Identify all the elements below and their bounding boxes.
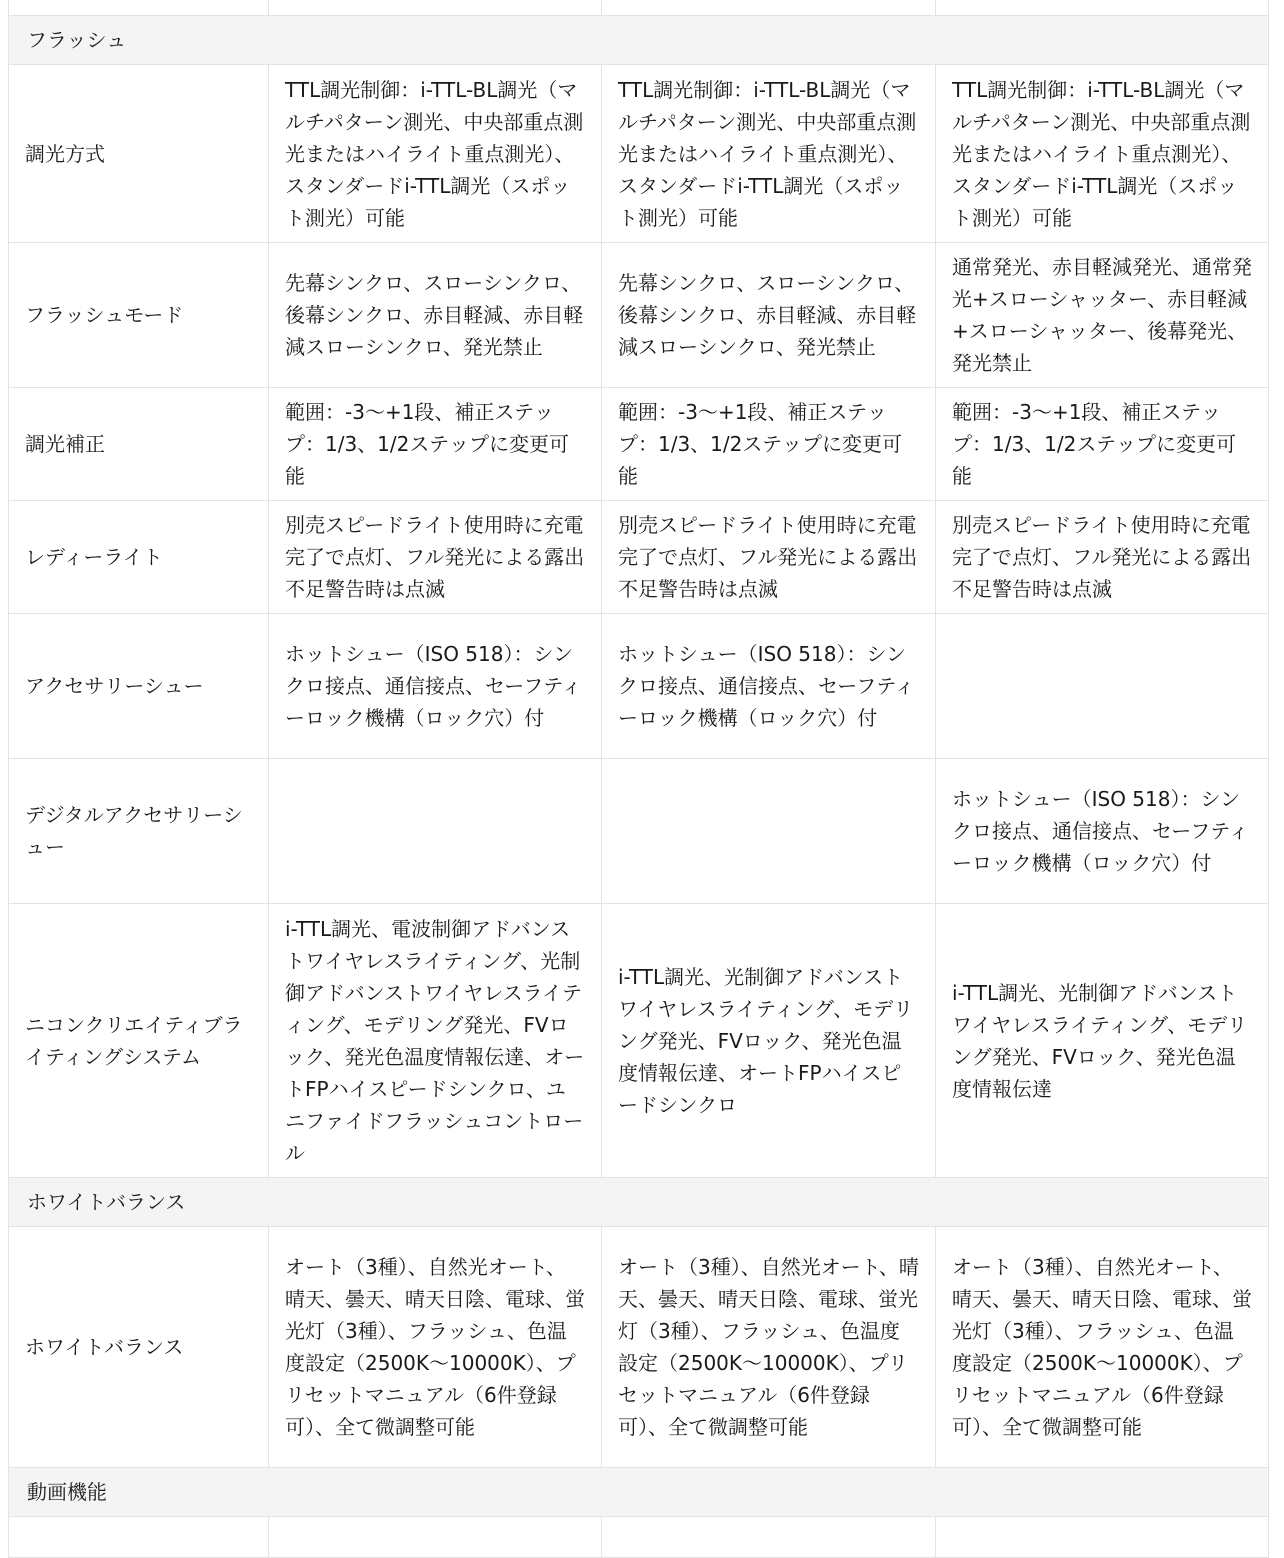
spec-row <box>9 243 1269 388</box>
value-cell: ホットシュー（ISO 518）：シンクロ接点、通信接点、セーフティーロック機構（ロック穴）付 <box>602 614 936 759</box>
spacer-cell <box>9 1517 269 1558</box>
spec-table <box>8 0 1269 1558</box>
row-label: ニコンクリエイティブライティングシステム <box>9 904 269 1178</box>
value-cell: 先幕シンクロ、スローシンクロ、後幕シンクロ、赤目軽減、赤目軽減スローシンクロ、発光禁止 <box>602 243 936 388</box>
value-cell: i-TTL調光、光制御アドバンストワイヤレスライティング、モデリング発光、FVロック、発光色温度情報伝達、オートFPハイスピードシンクロ <box>602 904 936 1178</box>
spacer-cell <box>936 0 1269 16</box>
row-label: 調光方式 <box>9 65 269 243</box>
value-cell: オート（3種）、自然光オート、晴天、曇天、晴天日陰、電球、蛍光灯（3種）、フラッシュ、色温度設定（2500K〜10000K）、プリセットマニュアル（6件登録可）、全て微調整可能 <box>936 1227 1269 1468</box>
section-header-flash <box>9 16 1269 65</box>
value-cell: ホットシュー（ISO 518）：シンクロ接点、通信接点、セーフティーロック機構（ロック穴）付 <box>269 614 602 759</box>
value-cell: 範囲：-3〜+1段、補正ステップ：1/3、1/2ステップに変更可能 <box>936 388 1269 501</box>
value-cell: i-TTL調光、電波制御アドバンストワイヤレスライティング、光制御アドバンストワイヤレスライティング、モデリング発光、FVロック、発光色温度情報伝達、オートFPハイスピードシンクロ、ユニファイドフラッシュコントロール <box>269 904 602 1178</box>
value-cell: オート（3種）、自然光オート、晴天、曇天、晴天日陰、電球、蛍光灯（3種）、フラッシュ、色温度設定（2500K〜10000K）、プリセットマニュアル（6件登録可）、全て微調整可能 <box>602 1227 936 1468</box>
value-cell: 範囲：-3〜+1段、補正ステップ：1/3、1/2ステップに変更可能 <box>602 388 936 501</box>
section-title: ホワイトバランス <box>9 1178 1269 1227</box>
spacer-cell <box>602 1517 936 1558</box>
spec-row <box>9 759 1269 904</box>
value-cell <box>269 759 602 904</box>
value-cell <box>602 759 936 904</box>
row-label: フラッシュモード <box>9 243 269 388</box>
spec-row <box>9 614 1269 759</box>
row-label: デジタルアクセサリーシュー <box>9 759 269 904</box>
row-label: 調光補正 <box>9 388 269 501</box>
value-cell: 通常発光、赤目軽減発光、通常発光+スローシャッター、赤目軽減+スローシャッター、後幕発光、発光禁止 <box>936 243 1269 388</box>
value-cell: 別売スピードライト使用時に充電完了で点灯、フル発光による露出不足警告時は点滅 <box>602 501 936 614</box>
row-label: ホワイトバランス <box>9 1227 269 1468</box>
spec-row <box>9 65 1269 243</box>
value-cell: TTL調光制御：i-TTL-BL調光（マルチパターン測光、中央部重点測光またはハイライト重点測光）、スタンダードi-TTL調光（スポット測光）可能 <box>602 65 936 243</box>
value-cell <box>936 614 1269 759</box>
row-label: レディーライト <box>9 501 269 614</box>
value-cell: TTL調光制御：i-TTL-BL調光（マルチパターン測光、中央部重点測光またはハイライト重点測光）、スタンダードi-TTL調光（スポット測光）可能 <box>269 65 602 243</box>
row-label: アクセサリーシュー <box>9 614 269 759</box>
spec-table-container <box>8 0 1268 1558</box>
spacer-cell <box>269 1517 602 1558</box>
bottom-partial-row <box>9 1517 1269 1558</box>
value-cell: TTL調光制御：i-TTL-BL調光（マルチパターン測光、中央部重点測光またはハイライト重点測光）、スタンダードi-TTL調光（スポット測光）可能 <box>936 65 1269 243</box>
spacer-cell <box>936 1517 1269 1558</box>
spacer-cell <box>602 0 936 16</box>
spacer-cell <box>9 0 269 16</box>
spacer-cell <box>269 0 602 16</box>
value-cell: 先幕シンクロ、スローシンクロ、後幕シンクロ、赤目軽減、赤目軽減スローシンクロ、発光禁止 <box>269 243 602 388</box>
value-cell: オート（3種）、自然光オート、晴天、曇天、晴天日陰、電球、蛍光灯（3種）、フラッシュ、色温度設定（2500K〜10000K）、プリセットマニュアル（6件登録可）、全て微調整可能 <box>269 1227 602 1468</box>
value-cell: ホットシュー（ISO 518）：シンクロ接点、通信接点、セーフティーロック機構（ロック穴）付 <box>936 759 1269 904</box>
top-partial-row <box>9 0 1269 16</box>
spec-row <box>9 904 1269 1178</box>
section-title: フラッシュ <box>9 16 1269 65</box>
section-title: 動画機能 <box>9 1468 1269 1517</box>
value-cell: 別売スピードライト使用時に充電完了で点灯、フル発光による露出不足警告時は点滅 <box>269 501 602 614</box>
value-cell: i-TTL調光、光制御アドバンストワイヤレスライティング、モデリング発光、FVロック、発光色温度情報伝達 <box>936 904 1269 1178</box>
spec-row <box>9 388 1269 501</box>
value-cell: 範囲：-3〜+1段、補正ステップ：1/3、1/2ステップに変更可能 <box>269 388 602 501</box>
spec-row <box>9 1227 1269 1468</box>
section-header-white-balance <box>9 1178 1269 1227</box>
spec-row <box>9 501 1269 614</box>
section-header-movie <box>9 1468 1269 1517</box>
value-cell: 別売スピードライト使用時に充電完了で点灯、フル発光による露出不足警告時は点滅 <box>936 501 1269 614</box>
